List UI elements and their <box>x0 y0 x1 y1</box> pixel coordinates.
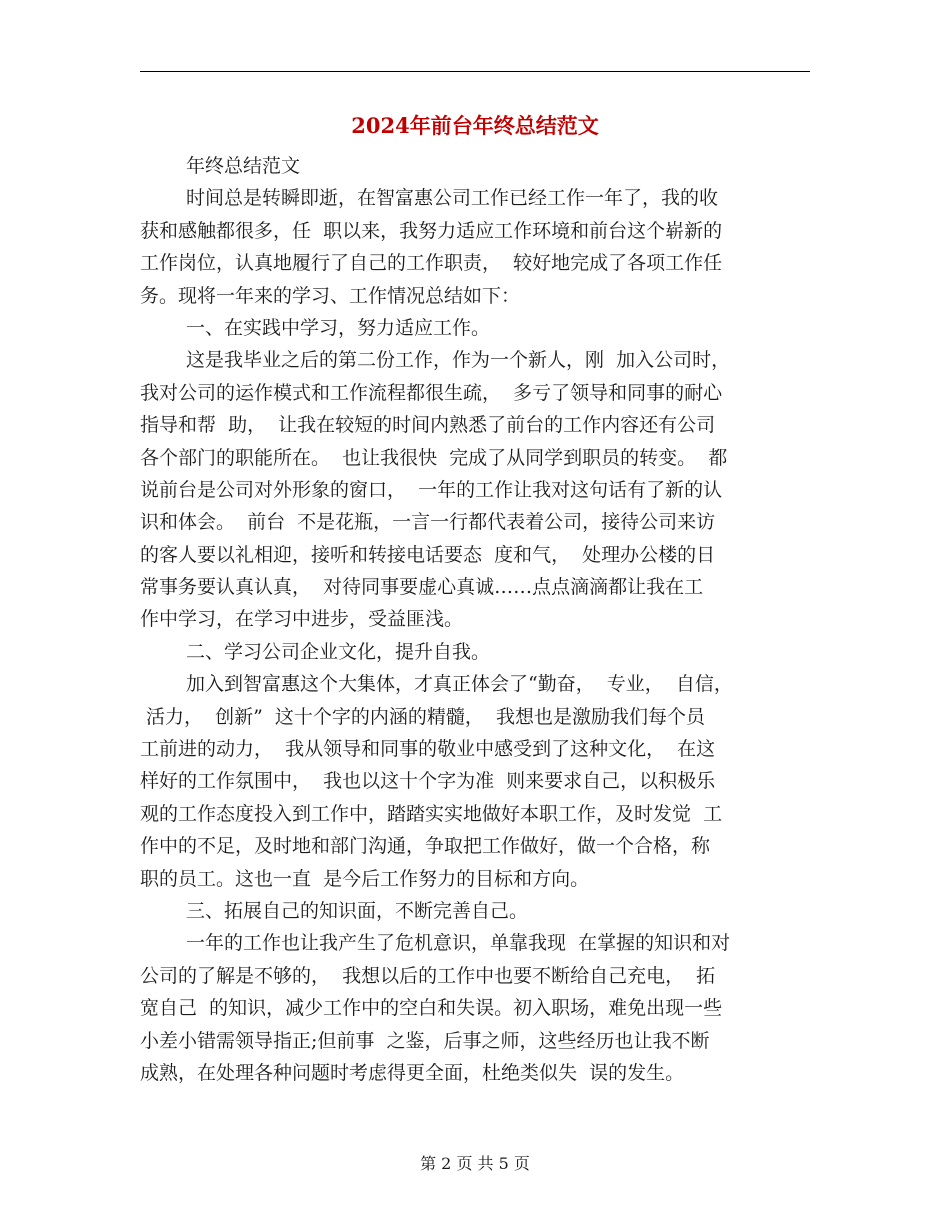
body-line: 公司的了解是不够的， 我想以后的工作中也要不断给自己充电， 拓 <box>140 964 716 987</box>
page-number-footer: 第 2 页 共 5 页 <box>420 1154 530 1173</box>
body-line: 职的员工。这也一直 是今后工作努力的目标和方向。 <box>140 867 590 890</box>
body-line: 宽自己 的知识，减少工作中的空白和失误。初入职场，难免出现一些 <box>140 997 723 1020</box>
body-line: 作中的不足，及时地和部门沟通，争取把工作做好，做一个合格，称 <box>140 835 711 858</box>
document-body <box>140 150 810 1089</box>
body-line: 加入到智富惠这个大集体，才真正体会了“勤奋， 专业， 自信， <box>186 673 733 696</box>
body-line: 样好的工作氛围中， 我也以这十个字为准 则来要求自己，以积极乐 <box>140 770 716 793</box>
body-line: 获和感触都很多，任 职以来，我努力适应工作环境和前台这个崭新的 <box>140 219 723 242</box>
body-line: 常事务要认真认真， 对待同事要虚心真诚……点点滴滴都让我在工 <box>140 576 704 599</box>
body-line: 工前进的动力， 我从领导和同事的敬业中感受到了这种文化， 在这 <box>140 738 716 761</box>
body-line: 我对公司的运作模式和工作流程都很生疏， 多亏了领导和同事的耐心 <box>140 381 723 404</box>
body-line: 务。现将一年来的学习、工作情况总结如下： <box>140 284 521 307</box>
body-line: 小差小错需领导指正;但前事 之鉴，后事之师，这些经历也让我不断 <box>140 1029 710 1052</box>
body-line: 作中学习，在学习中进步，受益匪浅。 <box>140 608 464 631</box>
document-title: 2024年前台年终总结范文 <box>351 113 599 138</box>
body-line: 时间总是转瞬即逝，在智富惠公司工作已经工作一年了，我的收 <box>186 187 719 210</box>
body-line: 一年的工作也让我产生了危机意识，单靠我现 在掌握的知识和对 <box>186 932 731 955</box>
body-line: 工作岗位，认真地履行了自己的工作职责， 较好地完成了各项工作任 <box>140 252 723 275</box>
body-line: 年终总结范文 <box>186 155 301 177</box>
body-line: 观的工作态度投入到工作中，踏踏实实地做好本职工作，及时发觉 工 <box>140 802 723 825</box>
body-line: 说前台是公司对外形象的窗口， 一年的工作让我对这句话有了新的认 <box>140 478 723 501</box>
body-line: 活力， 创新” 这十个字的内涵的精髓， 我想也是激励我们每个员 <box>140 705 705 728</box>
section-heading: 一、在实践中学习，努力适应工作。 <box>186 316 491 339</box>
body-line: 的客人要以礼相迎，接听和转接电话要态 度和气， 处理办公楼的日 <box>140 543 716 566</box>
body-line: 成熟，在处理各种问题时考虑得更全面，杜绝类似失 误的发生。 <box>140 1061 685 1084</box>
section-heading: 三、拓展自己的知识面，不断完善自己。 <box>186 899 529 922</box>
section-heading: 二、学习公司企业文化，提升自我。 <box>186 640 491 663</box>
body-line: 指导和帮 助， 让我在较短的时间内熟悉了前台的工作内容还有公司 <box>140 414 716 437</box>
body-line: 各个部门的职能所在。 也让我很快 完成了从同学到职员的转变。 都 <box>140 446 728 469</box>
header-rule <box>140 71 810 72</box>
body-line: 识和体会。 前台 不是花瓶，一言一行都代表着公司，接待公司来访 <box>140 511 716 534</box>
body-line: 这是我毕业之后的第二份工作，作为一个新人，刚 加入公司时， <box>186 349 731 372</box>
